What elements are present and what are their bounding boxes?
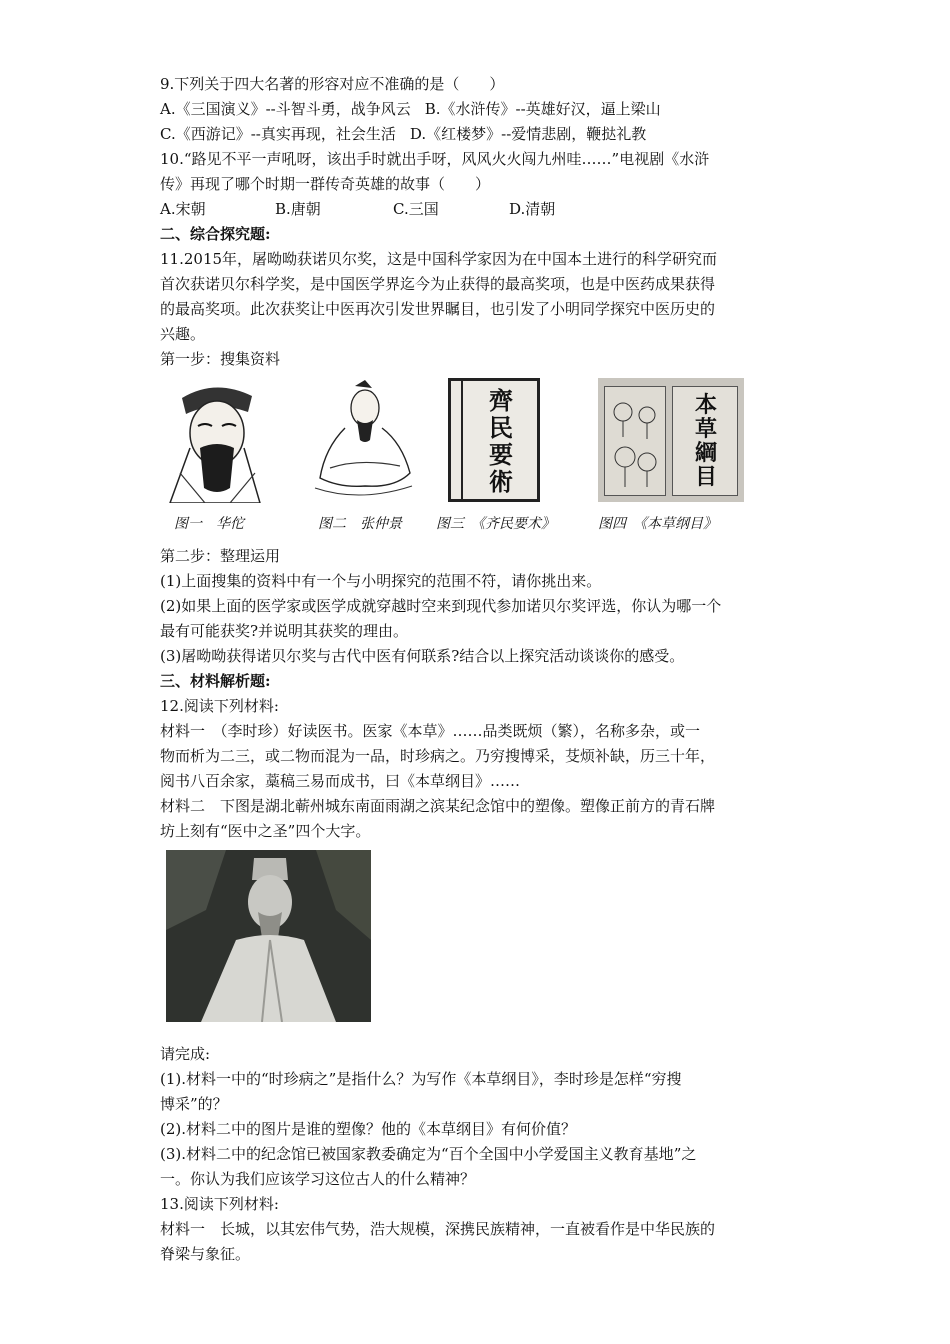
- q12-material1-line1: 材料一 （李时珍）好读医书。医家《本草》……品类既烦（繁），名称多杂，或一: [160, 722, 701, 740]
- q12-sub1-line1: (1).材料一中的“时珍病之”是指什么？为写作《本草纲目》，李时珍是怎样“穷搜: [160, 1070, 682, 1088]
- q10-option-b: B.唐朝: [275, 200, 321, 218]
- q10-options: [160, 197, 800, 222]
- q13-intro: 13.阅读下列材料:: [160, 1195, 279, 1213]
- q10-stem-line1: 10.“路见不平一声吼呀，该出手时就出手呀，风风火火闯九州哇……”电视剧《水浒: [160, 150, 710, 168]
- bencao-gangmu-title: 本草綱目: [694, 392, 717, 490]
- q12-sub3-line2: 一。你认为我们应该学习这位古人的什么精神？: [160, 1170, 476, 1188]
- q11-figure-row: [160, 378, 800, 538]
- q12-sub2: (2).材料二中的图片是谁的塑像？他的《本草纲目》有何价值？: [160, 1120, 577, 1138]
- title-page: [672, 386, 738, 496]
- statue-bust-icon: [166, 850, 371, 1022]
- q11-sub2-line2: 最有可能获奖?并说明其获奖的理由。: [160, 622, 409, 640]
- q10-option-a: A.宋朝: [160, 200, 206, 218]
- qimin-yaoshu-title: 齊民要術: [489, 386, 513, 496]
- q9-options-ab: [160, 97, 800, 122]
- q12-material2-line1: 材料二 下图是湖北蕲州城东南面雨湖之滨某纪念馆中的塑像。塑像正前方的青石牌: [160, 797, 716, 815]
- q12-material1-line2: 物而析为二三，或二物而混为一品，时珍病之。乃穷搜博采，芟烦补缺，历三十年，: [160, 747, 716, 765]
- q9-option-c: C.《西游记》--真实再现，社会生活: [160, 125, 396, 143]
- q11-line1: 11.2015年，屠呦呦获诺贝尔奖，这是中国科学家因为在中国本土进行的科学研究而: [160, 250, 718, 268]
- q9-options-cd: [160, 122, 800, 147]
- q11-line2: 首次获诺贝尔科学奖，是中国医学界迄今为止获得的最高奖项，也是中医药成果获得: [160, 275, 716, 293]
- q9-stem: 9.下列关于四大名著的形容对应不准确的是（ ）: [160, 75, 505, 93]
- book-spine-line: [461, 381, 463, 499]
- q9-option-b: B.《水浒传》--英雄好汉，逼上梁山: [424, 100, 661, 118]
- section-2-heading: 二、综合探究题:: [160, 225, 271, 243]
- q12-sub3-line1: (3).材料二中的纪念馆已被国家教委确定为“百个全国中小学爱国主义教育基地”之: [160, 1145, 697, 1163]
- q11-line3: 的最高奖项。此次获奖让中医再次引发世界瞩目，也引发了小明同学探究中医历史的: [160, 300, 716, 318]
- q11-step1: 第一步：搜集资料: [160, 350, 281, 368]
- q12-material2-line2: 坊上刻有“医中之圣”四个大字。: [160, 822, 371, 840]
- caption-fig1: 图一 华佗: [174, 516, 244, 532]
- herb-illustration-page: [604, 386, 666, 496]
- q12-sub1-line2: 博采”的？: [160, 1095, 228, 1113]
- q13-material1-line1: 材料一 长城，以其宏伟气势，浩大规模，深携民族精神，一直被看作是中华民族的: [160, 1220, 716, 1238]
- caption-fig4: 图四 《本草纲目》: [598, 516, 717, 532]
- q11-sub3: (3)屠呦呦获得诺贝尔奖与古代中医有何联系?结合以上探究活动谈谈你的感受。: [160, 647, 685, 665]
- q9-option-a: A.《三国演义》--斗智斗勇，战争风云: [160, 100, 411, 118]
- q13-material1-line2: 脊梁与象征。: [160, 1245, 251, 1263]
- herb-drawings-icon: [605, 387, 665, 495]
- q11-step2: 第二步：整理运用: [160, 547, 281, 565]
- section-3-heading: 三、材料解析题:: [160, 672, 271, 690]
- bencao-gangmu-image: [598, 378, 744, 502]
- q9-option-d: D.《红楼梦》--爱情悲剧，鞭挞礼教: [409, 125, 647, 143]
- caption-fig3: 图三 《齐民要术》: [436, 516, 555, 532]
- q11-sub2-line1: (2)如果上面的医学家或医学成就穿越时空来到现代参加诺贝尔奖评选，你认为哪一个: [160, 597, 722, 615]
- q12-intro: 12.阅读下列材料:: [160, 697, 279, 715]
- q10-option-c: C.三国: [393, 200, 439, 218]
- qimin-yaoshu-cover-image: [448, 378, 540, 502]
- li-shizhen-statue-photo: [166, 850, 371, 1022]
- caption-fig2: 图二 张仲景: [318, 516, 402, 532]
- q11-sub1: (1)上面搜集的资料中有一个与小明探究的范围不符，请你挑出来。: [160, 572, 602, 590]
- q12-material1-line3: 阅书八百余家，藁稿三易而成书，曰《本草纲目》……: [160, 772, 521, 790]
- q11-line4: 兴趣。: [160, 325, 206, 343]
- q10-stem-line2: 传》再现了哪个时期一群传奇英雄的故事（ ）: [160, 175, 491, 193]
- q12-ask: 请完成:: [160, 1045, 211, 1063]
- document-page: [160, 72, 800, 1267]
- zhang-zhongjing-portrait-image: [310, 378, 415, 503]
- q10-option-d: D.清朝: [509, 200, 556, 218]
- hua-tuo-portrait-image: [160, 378, 275, 503]
